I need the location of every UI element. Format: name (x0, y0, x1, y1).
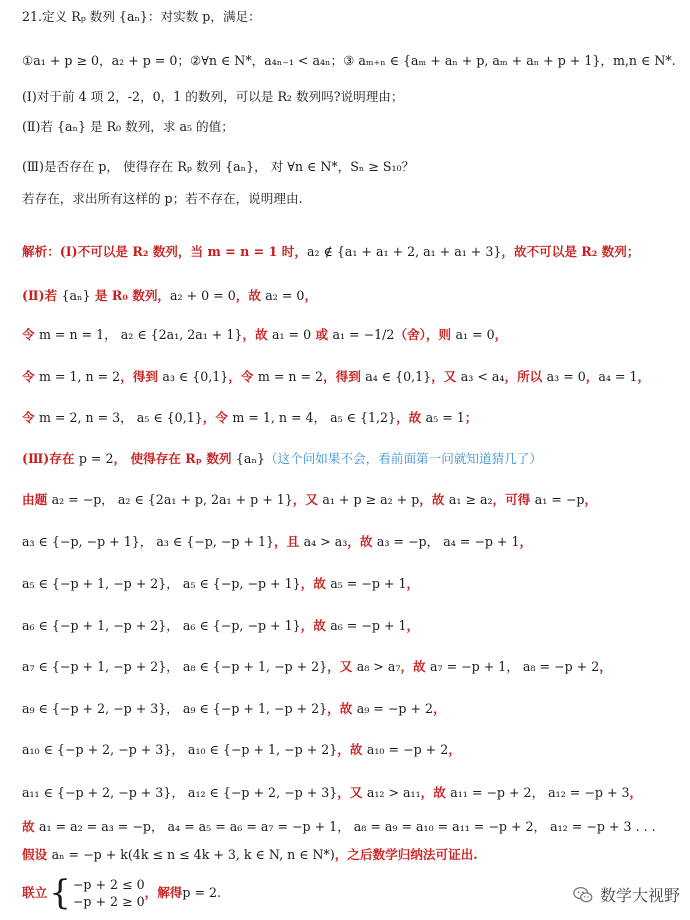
text-segment: ，之后数学归纳法可证出. (334, 847, 478, 862)
text-segment: 令 (22, 369, 39, 384)
system-solution: p = 2 (182, 885, 218, 900)
text-segment: a₁ = a₂ = a₃ = −p， a₄ = a₅ = a₆ = a₇ = −p + 1， a₈ = a₉ = a₁₀ = a₁₁ = −p + 2， a₁₂ = −p + 3 . . . (38, 819, 656, 834)
text-segment: ，且 (274, 534, 304, 549)
text-segment: (Ⅲ)是否存在 p， 使得存在 Rₚ 数列 {aₙ}， 对 ∀n ∈ N*，Sₙ ≥ S₁₀？ (22, 159, 415, 174)
text-line (22, 8, 261, 26)
text-segment: a₄ = 1 (598, 369, 638, 384)
text-segment: a₆ ∈ {−p + 1, −p + 2}， a₆ ∈ {−p, −p + 1} (22, 618, 301, 633)
text-segment: a₁ = 0 (455, 327, 495, 342)
text-segment: 故 (22, 819, 39, 834)
text-segment: a₁ + p ≥ a₂ + p (322, 492, 420, 507)
text-line (22, 700, 446, 718)
text-segment: (Ⅱ)若 (22, 288, 62, 303)
text-segment: ，故 (347, 534, 377, 549)
text-segment: ，令 (202, 410, 233, 425)
text-segment: a₁ ≥ a₂ (448, 492, 493, 507)
text-segment: ， (494, 327, 508, 342)
text-segment: m = 1, n = 4， a₅ ∈ {1,2} (232, 410, 397, 425)
text-segment: ，故 (235, 288, 266, 303)
text-segment: a₂ ∉ {a₁ + a₁ + 2, a₁ + a₁ + 3} (306, 244, 502, 259)
text-segment: ，令 (228, 369, 258, 384)
text-line (22, 450, 542, 468)
text-segment: ，又 (292, 492, 323, 507)
watermark-text: 数学大视野 (599, 886, 680, 905)
text-segment: a₃ = −p， a₄ = −p + 1 (376, 534, 520, 549)
text-segment: ，又 (337, 785, 367, 800)
text-segment: ，又 (327, 659, 357, 674)
text-segment: m = n = 1， a₂ ∈ {2a₁, 2a₁ + 1} (38, 327, 243, 342)
text-line (22, 658, 612, 676)
text-segment: ，故 (300, 576, 331, 591)
text-segment: 或 (311, 327, 333, 342)
text-segment: a₅ ∈ {−p + 1, −p + 2}， a₅ ∈ {−p, −p + 1} (22, 576, 301, 591)
system-tail: ，解得 (144, 885, 183, 900)
text-segment: ，故 (400, 659, 431, 674)
text-segment: 是 R₀ 数列， (90, 288, 171, 303)
text-segment: ，所以 (504, 369, 547, 384)
text-segment: a₂ = −p， a₂ ∈ {2a₁ + p, 2a₁ + p + 1} (51, 492, 293, 507)
text-segment: ，故 (300, 618, 331, 633)
text-segment: a₁ = −1/2 (332, 327, 395, 342)
text-line (22, 326, 507, 344)
text-segment: p = 2 (78, 451, 114, 466)
text-segment: (Ⅲ)存在 (22, 451, 79, 466)
text-segment: ， (599, 659, 612, 674)
text-segment: (Ⅱ)若 {aₙ} 是 R₀ 数列，求 a₅ 的值； (22, 119, 234, 134)
text-segment: ； (464, 410, 478, 425)
text-line (22, 409, 477, 427)
text-segment: ， (637, 369, 651, 384)
text-segment: ①a₁ + p ≥ 0，a₂ + p = 0；②∀n ∈ N*，a₄ₙ₋₁ < a₄ₙ；③ aₘ₊ₙ ∈ {aₘ + aₙ + p, aₘ + aₙ + p + 1}，m,n ∈ N*. (22, 53, 676, 68)
text-segment: ，可得 (492, 492, 535, 507)
text-line (22, 741, 461, 759)
text-line (22, 368, 650, 386)
text-segment: a₄ ∈ {0,1} (365, 369, 432, 384)
text-segment: a₁₂ > a₁₁ (366, 785, 421, 800)
text-segment: a₃ < a₄ (460, 369, 505, 384)
text-line (22, 784, 642, 802)
text-segment: ，故 (420, 785, 451, 800)
system-rows (73, 876, 145, 910)
text-segment: a₃ ∈ {−p, −p + 1}， a₃ ∈ {−p, −p + 1} (22, 534, 275, 549)
text-segment: a₃ ∈ {0,1} (162, 369, 229, 384)
text-segment: ， (433, 701, 446, 716)
text-segment: ， (584, 492, 598, 507)
text-segment: a₁₁ ∈ {−p + 2, −p + 3}， a₁₂ ∈ {−p + 2, −p + 3} (22, 785, 338, 800)
text-segment: ， (406, 618, 420, 633)
text-line (22, 617, 419, 635)
text-segment: ，故 (419, 492, 449, 507)
text-segment: a₁₀ ∈ {−p + 2, −p + 3}， a₁₀ ∈ {−p + 1, −p + 2} (22, 742, 338, 757)
wechat-icon (572, 884, 594, 906)
text-segment: a₉ = −p + 2 (356, 701, 434, 716)
text-segment: ，得到 (323, 369, 366, 384)
text-line (22, 190, 303, 208)
text-segment: a₆ = −p + 1 (330, 618, 407, 633)
text-line (22, 491, 597, 509)
text-segment: a₃ = 0 (546, 369, 586, 384)
text-line (22, 52, 676, 70)
text-line (22, 287, 317, 305)
text-segment: ， (448, 742, 461, 757)
text-segment: a₈ > a₇ (356, 659, 401, 674)
text-segment: ， (585, 369, 599, 384)
text-segment: ，故 (242, 327, 272, 342)
text-segment: 若存在，求出所有这样的 p；若不存在，说明理由. (22, 191, 303, 206)
text-line (22, 818, 656, 836)
text-line (22, 575, 419, 593)
text-segment: ， 使得存在 Rₚ 数列 (113, 451, 236, 466)
text-segment: ，得到 (120, 369, 163, 384)
text-segment: a₇ ∈ {−p + 1, −p + 2}， a₈ ∈ {−p + 1, −p + 2} (22, 659, 328, 674)
system-row-1: −p + 2 ≤ 0 (72, 877, 145, 892)
text-segment: ， (519, 534, 533, 549)
text-segment: ， (406, 576, 420, 591)
text-segment: a₄ > a₃ (303, 534, 348, 549)
text-line (22, 533, 532, 551)
text-segment: 令 (22, 327, 39, 342)
text-segment: 令 (22, 410, 39, 425)
text-segment: 假设 (22, 847, 52, 862)
text-segment: (Ⅰ)对于前 4 项 2，-2，0，1 的数列，可以是 R₂ 数列吗?说明理由； (22, 89, 404, 104)
text-segment: a₂ + 0 = 0 (170, 288, 236, 303)
text-line (22, 118, 234, 136)
text-segment: m = 2, n = 3， a₅ ∈ {0,1} (38, 410, 203, 425)
text-segment: aₙ = −p + k(4k ≤ n ≤ 4k + 3, k ∈ N, n ∈ N*) (51, 847, 335, 862)
text-segment: ，故不可以是 R₂ 数列； (501, 244, 640, 259)
text-segment: a₉ ∈ {−p + 2, −p + 3}， a₉ ∈ {−p + 1, −p + 2} (22, 701, 328, 716)
text-segment: m = n = 2 (257, 369, 324, 384)
text-segment: {aₙ} (235, 451, 265, 466)
simultaneous-system (22, 873, 222, 913)
text-segment: a₅ = 1 (425, 410, 465, 425)
text-segment: a₁ = 0 (271, 327, 312, 342)
text-segment: {aₙ} (61, 288, 91, 303)
text-line (22, 846, 478, 864)
text-segment: 21.定义 Rₚ 数列 {aₙ}：对实数 p，满足： (22, 9, 261, 24)
text-segment: 解析：(Ⅰ)不可以是 R₂ 数列，当 m = n = 1 时， (22, 244, 307, 259)
watermark (572, 883, 680, 906)
left-brace: { (49, 873, 71, 913)
text-segment: （舍），则 (394, 327, 456, 342)
text-line (22, 88, 403, 106)
text-line (22, 158, 414, 176)
text-segment: ，故 (396, 410, 426, 425)
text-segment: ，又 (431, 369, 461, 384)
text-segment: a₅ = −p + 1 (330, 576, 407, 591)
text-segment: ， (304, 288, 318, 303)
system-lead: 联立 (22, 885, 48, 900)
text-segment: a₂ = 0 (265, 288, 305, 303)
text-segment: ，故 (327, 701, 357, 716)
text-segment: ，故 (337, 742, 367, 757)
text-segment: m = 1, n = 2 (38, 369, 121, 384)
text-segment: a₁ = −p (534, 492, 585, 507)
system-end: . (217, 885, 222, 900)
system-row-2: −p + 2 ≥ 0 (72, 894, 145, 909)
text-segment: （这个问如果不会，看前面第一问就知道猜几了） (264, 451, 542, 466)
text-segment: a₁₀ = −p + 2 (366, 742, 449, 757)
text-segment: 由题 (22, 492, 52, 507)
text-segment: a₁₁ = −p + 2， a₁₂ = −p + 3 (450, 785, 630, 800)
text-segment: a₇ = −p + 1， a₈ = −p + 2 (430, 659, 600, 674)
text-line (22, 243, 639, 261)
text-segment: ， (629, 785, 643, 800)
